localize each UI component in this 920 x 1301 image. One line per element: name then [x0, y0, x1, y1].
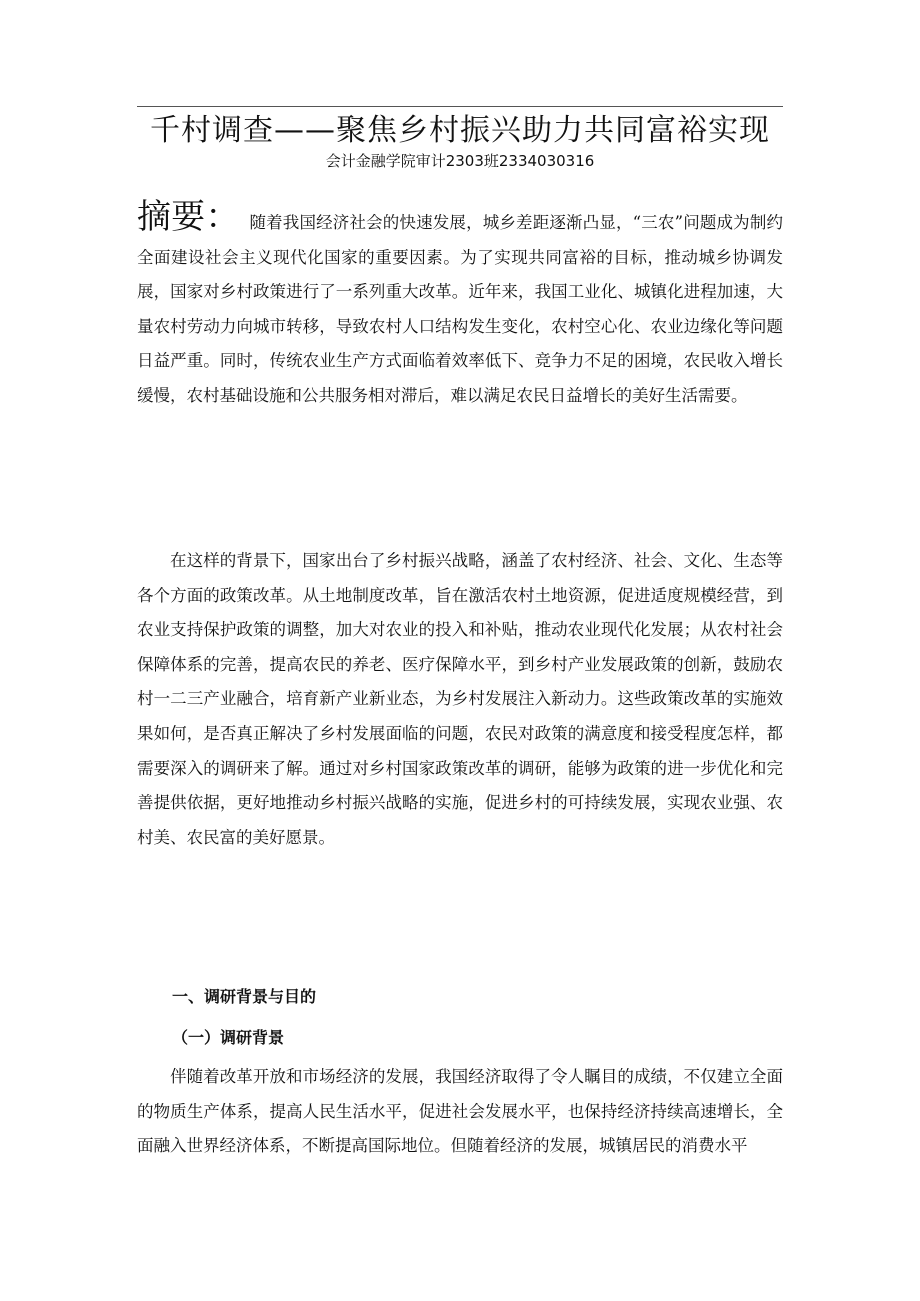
body-paragraph-3: 伴随着改革开放和市场经济的发展，我国经济取得了令人瞩目的成绩，不仅建立全面的物质生产体系，提高人民生活水平，促进社会发展水平，也保持经济持续高速增长，全面融入世界经济体系，不断提高国际地位。但随着经济的发展，城镇居民的消费水平 [137, 1067, 783, 1156]
body-paragraph-2: 在这样的背景下，国家出台了乡村振兴战略，涵盖了农村经济、社会、文化、生态等各个方面的政策改革。从土地制度改革，旨在激活农村土地资源，促进适度规模经营，到农业支持保护政策的调整，加大对农业的投入和补贴，推动农业现代化发展；从农村社会保障体系的完善，提高农民的养老、医疗保障水平，到乡村产业发展政策的创新，鼓励农村一二三产业融合，培育新产业新业态，为乡村发展注入新动力。这些政策改革的实施效果如何，是否真正解决了乡村发展面临的问题，农民对政策的满意度和接受程度怎样，都需要深入的调研来了解。通过对乡村国家政策改革的调研，能够为政策的进一步优化和完善提供依据，更好地推动乡村振兴战略的实施，促进乡村的可持续发展，实现农业强、农村美、农民富的美好愿景。 [137, 551, 783, 847]
header-rule [137, 106, 783, 107]
section-heading-1: 一、调研背景与目的 [172, 987, 317, 1006]
abstract-paragraph [137, 197, 783, 414]
document-title: 千村调查——聚焦乡村振兴助力共同富裕实现 [150, 113, 770, 148]
abstract-label: 摘要： [137, 197, 240, 237]
abstract-text: 随着我国经济社会的快速发展，城乡差距逐渐凸显，“三农”问题成为制约全面建设社会主义现代化国家的重要因素。为了实现共同富裕的目标，推动城乡协调发展，国家对乡村政策进行了一系列重大改革。近年来，我国工业化、城镇化进程加速，大量农村劳动力向城市转移，导致农村人口结构发生变化，农村空心化、农业边缘化等问题日益严重。同时，传统农业生产方式面临着效率低下、竞争力不足的困境，农民收入增长缓慢，农村基础设施和公共服务相对滞后，难以满足农民日益增长的美好生活需要。 [137, 213, 783, 405]
subsection-heading-1: （一）调研背景 [172, 1028, 285, 1047]
document-subtitle: 会计金融学院审计2303班2334030316 [325, 152, 595, 170]
